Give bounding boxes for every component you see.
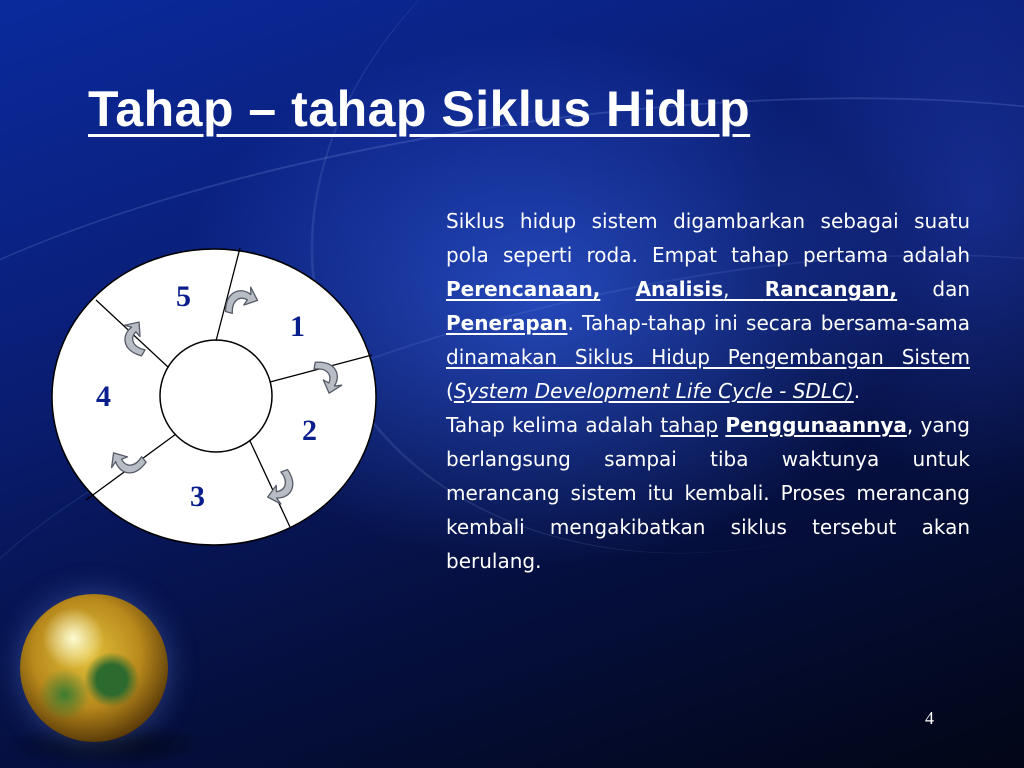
stage-number-4: 4: [96, 380, 111, 413]
term-sdlc-english: System Development Life Cycle - SDLC): [453, 379, 854, 403]
term-sdlc-name: dinamakan Siklus Hidup Pengembangan Sistem: [446, 345, 970, 369]
text-run: .: [853, 379, 861, 403]
description-text: [446, 204, 970, 578]
life-cycle-wheel-diagram: [44, 240, 384, 550]
text-run: Siklus hidup sistem digambarkan sebagai suatu pola seperti roda. Empat tahap pertama adalah: [446, 209, 970, 267]
inner-hub: [160, 340, 272, 452]
description-paragraph-2: [446, 408, 970, 578]
page-number: 4: [925, 708, 934, 728]
term-rancangan: Rancangan,: [764, 277, 898, 301]
text-run: , yang berlangsung sampai tiba waktunya untuk merancang sistem itu kembali. Proses merancang kembali mengakibatkan siklus tersebut akan berulang.: [446, 413, 970, 573]
stage-number-5: 5: [176, 280, 191, 313]
text-run: dan: [897, 277, 971, 301]
text-run: ,: [723, 277, 765, 301]
description-paragraph-1: [446, 204, 970, 408]
globe-image: [20, 594, 168, 742]
term-perencanaan: Perencanaan,: [446, 277, 601, 301]
stage-number-3: 3: [190, 480, 205, 513]
text-run: (: [446, 379, 454, 403]
slide-title: Tahap – tahap Siklus Hidup: [88, 81, 751, 137]
text-run: . Tahap-tahap ini secara bersama-sama: [567, 311, 970, 335]
text-run: Tahap kelima adalah: [446, 413, 661, 437]
term-analisis: Analisis: [635, 277, 724, 301]
term-tahap: tahap: [660, 413, 719, 437]
term-penerapan: Penerapan: [446, 311, 568, 335]
term-penggunaannya: Penggunaannya: [725, 413, 907, 437]
stage-number-2: 2: [302, 414, 317, 447]
stage-number-1: 1: [290, 310, 305, 343]
text-run: [600, 277, 635, 301]
